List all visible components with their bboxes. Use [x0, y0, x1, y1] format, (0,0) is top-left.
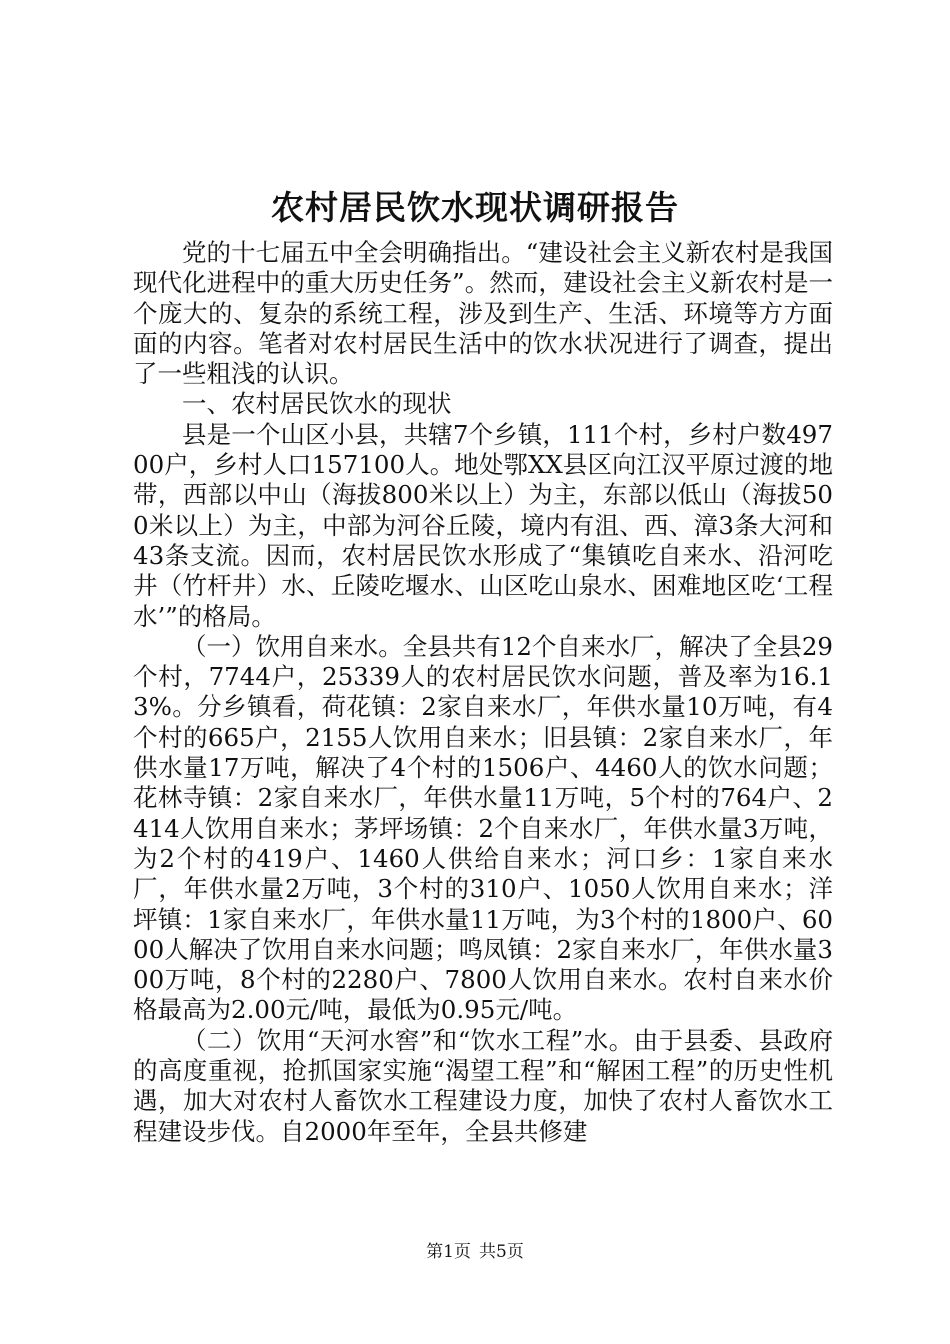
- paragraph-county-overview: 县是一个山区小县，共辖7个乡镇，111个村，乡村户数49700户，乡村人口157100人。地处鄂XX县区向江汉平原过渡的地带，西部以中山（海拔800米以上）为主，东部以低山（海拔500米以上）为主，中部为河谷丘陵，境内有沮、西、漳3条大河和43条支流。因而，农村居民饮水形成了“集镇吃自来水、沿河吃井（竹杆井）水、丘陵吃堰水、山区吃山泉水、困难地区吃‘工程水’”的格局。: [133, 419, 833, 631]
- paragraph-intro: 党的十七届五中全会明确指出。“建设社会主义新农村是我国现代化进程中的重大历史任务”。然而，建设社会主义新农村是一个庞大的、复杂的系统工程，涉及到生产、生活、环境等方方面面的内容。笔者对农村居民生活中的饮水状况进行了调查，提出了一些粗浅的认识。: [133, 238, 833, 389]
- document-body: [133, 238, 833, 1147]
- page-number: 第1页: [426, 1242, 471, 1262]
- page-footer: [0, 1240, 950, 1264]
- total-pages: 共5页: [479, 1242, 524, 1262]
- document-title: 农村居民饮水现状调研报告: [271, 188, 679, 227]
- paragraph-tap-water: （一）饮用自来水。全县共有12个自来水厂，解决了全县29个村，7744户，25339人的农村居民饮水问题，普及率为16.13%。分乡镇看，荷花镇：2家自来水厂，年供水量10万吨，有4个村的665户，2155人饮用自来水；旧县镇：2家自来水厂，年供水量17万吨，解决了4个村的1506户、4460人的饮水问题；花林寺镇：2家自来水厂，年供水量11万吨，5个村的764户、2414人饮用自来水；茅坪场镇：2个自来水厂，年供水量3万吨，为2个村的419户、1460人供给自来水；河口乡：1家自来水厂，年供水量2万吨，3个村的310户、1050人饮用自来水；洋坪镇：1家自来水厂，年供水量11万吨，为3个村的1800户、6000人解决了饮用自来水问题；鸣凤镇：2家自来水厂，年供水量300万吨，8个村的2280户、7800人饮用自来水。农村自来水价格最高为2.00元/吨，最低为0.95元/吨。: [133, 631, 833, 1025]
- paragraph-water-cellar: （二）饮用“天河水窖”和“饮水工程”水。由于县委、县政府的高度重视，抢抓国家实施“渴望工程”和“解困工程”的历史性机遇，加大对农村人畜饮水工程建设力度，加快了农村人畜饮水工程建设步伐。自2000年至年，全县共修建: [133, 1025, 833, 1146]
- section-heading: 一、农村居民饮水的现状: [182, 389, 452, 419]
